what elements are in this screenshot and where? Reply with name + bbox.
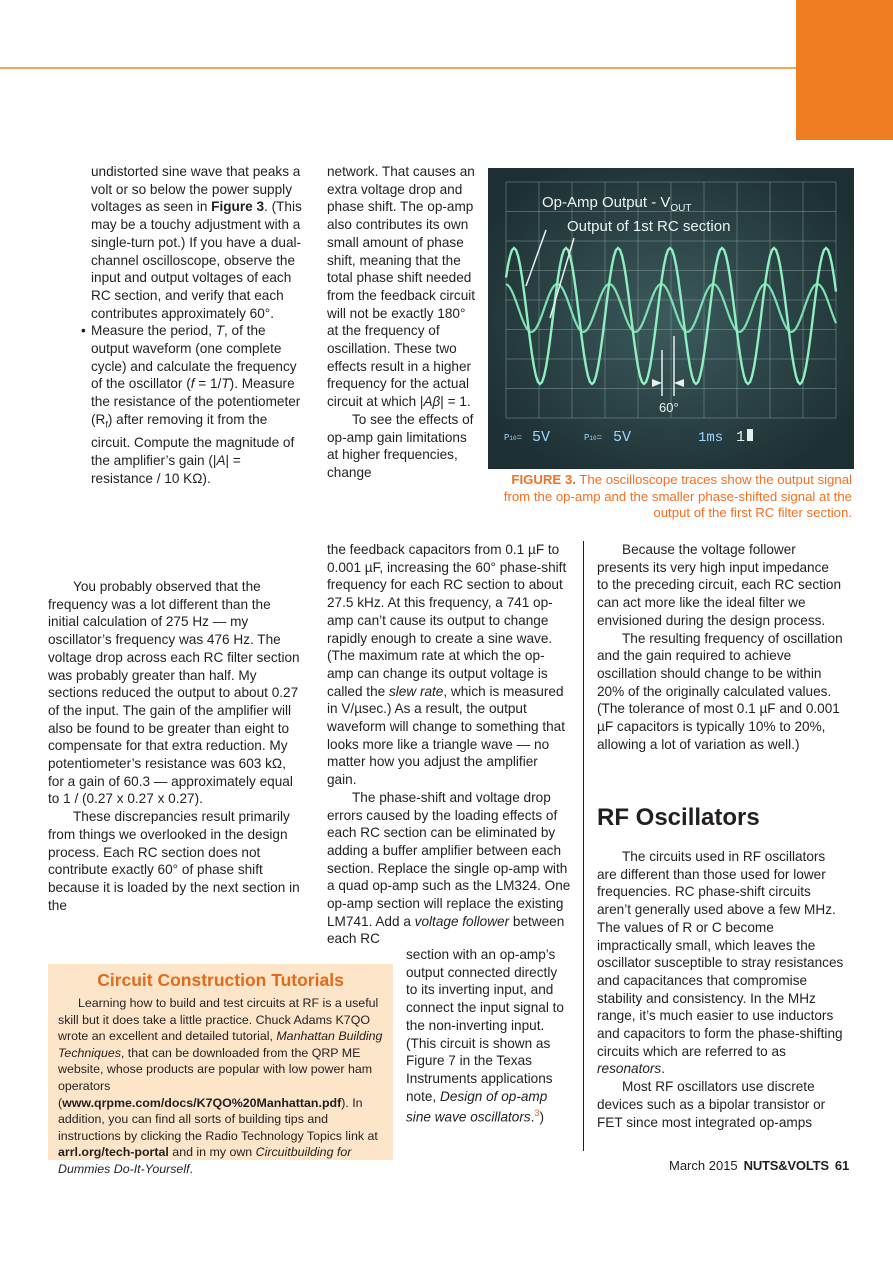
column-2-middle: the feedback capacitors from 0.1 µF to 0.001 µF, increasing the 60° phase-shift frequency for each RC section to about 27.5 kHz. At this frequency, a 741 op-amp can’t cause its output to change rapidly enough to create a sine wave. (The maximum rate at which the op-amp can change its output voltage is called the slew rate, which is measured in V/µsec.) As a result, the output waveform will change to something that looks more like a triangle wave — no matter how you adjust the amplifier gain. The phase-shift and voltage drop errors caused by the loading effects of each RC section can be eliminated by adding a buffer amplifier between each section. Replace the single op-amp with a quad op-amp such as the LM324. One op-amp section will replace the existing LM741. Add a voltage follower between each RC [327,542,571,947]
ch1-volts: 5V [532,429,551,446]
magazine-brand: NUTS&VOLTS [743,1158,829,1173]
trigger-channel: 1 [736,429,746,446]
label-opamp-output: Op-Amp Output - $V_{OUT}$ [542,194,692,214]
oscilloscope-figure [488,168,854,469]
label-rc-output: Output of 1st RC section [567,218,731,235]
issue-date: March 2015 [669,1158,738,1173]
paragraph: These discrepancies result primarily from things we overlooked in the design process. Each RC section does not contribute exactly 60° of phase shift because it is loaded by the next section in the [48,809,300,913]
page-footer [669,1158,849,1173]
section-heading: RF Oscillators [597,804,760,831]
column-divider [583,541,584,1151]
ch2-volts: 5V [613,429,632,446]
ch1-label: P10= [504,433,523,443]
column-2-bottom: section with an op-amp’s output connected directly to its inverting input, and connect the input signal to the non-inverting input. (This circuit is shown as Figure 7 in the Texas Instruments applications note, Design of op-amp sine wave oscillators.$^3$) [406,947,564,1125]
column-3-bottom: The circuits used in RF oscillators are different than those used for lower frequencies. RC phase-shift circuits aren’t generally used above a few MHz. The values of R or C become impractically small, which leaves the oscillator susceptible to stray resistances and capacitances that compromise stability and consistency. In the MHz range, it’s much easier to use inductors and capacitors to form the phase-shifting circuits which are referred to as resonators. Most RF oscillators use discrete devices such as a bipolar transistor or FET since most integrated op-amps [597,849,844,1130]
phase-angle-label: 60° [659,400,679,415]
sidebar-title: Circuit Construction Tutorials [97,970,344,990]
timebase: 1ms [698,430,724,446]
ch2-label: P10= [584,433,603,443]
column-2-top: network. That causes an extra voltage drop and phase shift. The op-amp also contributes its own small amount of phase shift, meaning that the total phase shift needed from the feedback circuit will not be exactly 180° at the frequency of oscillation. These two effects result in a higher frequency for the actual circuit at which |Aβ| = 1. To see the effects of op-amp gain limitations at higher frequencies, change [327,164,476,480]
column-3-top: Because the voltage follower presents its very high input impedance to the preceding circuit, each RC section can act more like the ideal filter we envisioned during the design process. The resulting frequency of oscillation and the gain required to achieve oscillation should change to be within 20% of the originally calculated values. (The tolerance of most 0.1 µF and 0.001 µF capacitors is typically 10% to 20%, allowing a lot of variation as well.) [597,542,843,752]
column-1-bottom [48,578,303,914]
sidebar-body: Learning how to build and test circuits at RF is a useful skill but it does take a little practice. Chuck Adams K7QO wrote an excellent and detailed tutorial, Manhattan Building Techniques, that can be downloaded from the QRP ME website, whose products are popular with low power ham operators (www.qrpme.com/docs/K7QO%20Manhattan.pdf). In addition, you can find all sorts of building tips and instructions by clicking the Radio Technology Topics link at arrl.org/tech-portal and in my own Circuitbuilding for Dummies Do-It-Yourself. [58,996,383,1176]
header-rule [0,67,800,69]
trigger-cursor [747,429,753,441]
sidebar-link-arrl[interactable]: arrl.org/tech-portal [58,1145,169,1160]
tutorials-sidebar [48,964,393,1176]
column-1-top: undistorted sine wave that peaks a volt or so below the power supply voltages as seen in Figure 3. (This may be a touchy adjustment with a single-turn pot.) If you have a dual-channel oscilloscope, observe the input and output voltages of each RC section, and verify that each contributes approximately 60°. • Measure the period, T, of the output waveform (one complete cycle) and calculate the frequency of the oscillator (f = 1/T). Measure the resistance of the potentiometer $(R_f)$ after removing it from the circuit. Compute the magnitude of the amplifier’s gain (|A| = resistance / 10 KΩ). [91,163,306,487]
bullet-measure-period: • Measure the period, T, of the output waveform (one complete cycle) and calculate the frequency of the oscillator (f = 1/T). Measure the resistance of the potentiometer $(R_f)$ after removing it from the circuit. Compute the magnitude of the amplifier’s gain (|A| = resistance / 10 KΩ). [91,322,306,487]
paragraph: You probably observed that the frequency was a lot different than the initial calculation of 275 Hz — my oscillator’s frequency was 476 Hz. The voltage drop across each RC filter section was probably greater than half. My sections reduced the output to about 0.27 of the input. The gain of the amplifier will also be found to be greater than eight to compensate for that extra reduction. My potentiometer’s resistance was 603 kΩ, for a gain of 60.3 — approximately equal to 1 / (0.27 x 0.27 x 0.27). [48,579,300,807]
page-number: 61 [834,1158,850,1173]
sidebar-link-qrpme[interactable]: www.qrpme.com/docs/K7QO%20Manhattan.pdf [62,1095,342,1110]
figure-caption: FIGURE 3. The oscilloscope traces show the output signal from the op-amp and the smaller phase-shifted signal at the output of the first RC filter section. [503,472,852,520]
section-tab [796,0,893,140]
